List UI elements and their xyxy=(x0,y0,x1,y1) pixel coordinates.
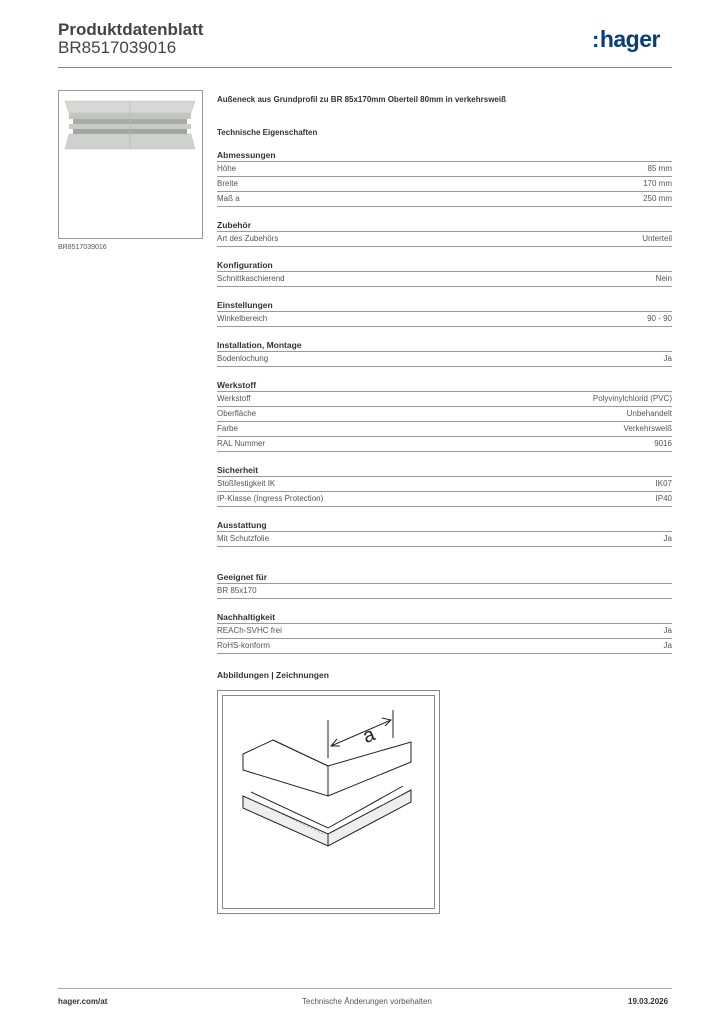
spec-value: Polyvinylchlorid (PVC) xyxy=(592,394,672,403)
footer-disclaimer: Technische Änderungen vorbehalten xyxy=(302,997,432,1006)
spec-section xyxy=(217,259,672,287)
spec-value: 90 - 90 xyxy=(647,314,672,323)
product-image xyxy=(58,90,203,239)
spec-label: Art des Zubehörs xyxy=(217,234,279,243)
section-title: Zubehör xyxy=(217,220,251,230)
spec-value: Unbehandelt xyxy=(626,409,672,418)
drawing-inner-frame xyxy=(222,695,435,909)
spec-label: Höhe xyxy=(217,164,237,173)
spec-label: Breite xyxy=(217,179,238,188)
footer-date: 19.03.2026 xyxy=(628,997,669,1006)
section-title: Sicherheit xyxy=(217,465,259,475)
section-rows xyxy=(217,583,672,599)
spec-label: RAL Nummer xyxy=(217,439,266,448)
spec-value: 250 mm xyxy=(643,194,672,203)
spec-label: RoHS-konform xyxy=(217,641,270,650)
spec-value: IK07 xyxy=(655,479,672,488)
drawings-heading: Abbildungen | Zeichnungen xyxy=(217,670,329,680)
spec-value: 170 mm xyxy=(643,179,672,188)
image-caption: BR8517039016 xyxy=(58,244,107,251)
spec-row xyxy=(217,191,672,207)
product-description: Außeneck aus Grundprofil zu BR 85x170mm Oberteil 80mm in verkehrsweiß xyxy=(217,95,506,104)
spec-row xyxy=(217,623,672,638)
spec-value: Ja xyxy=(663,534,672,543)
spec-section xyxy=(217,519,672,547)
spec-row xyxy=(217,421,672,436)
spec-row xyxy=(217,406,672,421)
technical-drawing xyxy=(223,696,434,908)
footer-divider xyxy=(58,988,672,989)
footer-website[interactable]: hager.com/at xyxy=(58,997,108,1006)
spec-label: Schnittkaschierend xyxy=(217,274,285,283)
section-title: Abmessungen xyxy=(217,150,276,160)
drawing-frame xyxy=(217,690,440,914)
section-rows xyxy=(217,391,672,452)
section-title: Werkstoff xyxy=(217,380,257,390)
spec-label: Bodenlochung xyxy=(217,354,269,363)
section-rows xyxy=(217,476,672,507)
spec-value: Nein xyxy=(655,274,672,283)
spec-row xyxy=(217,476,672,491)
spec-value: Ja xyxy=(663,354,672,363)
spec-value: Unterteil xyxy=(642,234,672,243)
spec-sections xyxy=(217,149,672,654)
spec-section xyxy=(217,464,672,507)
spec-label: IP-Klasse (Ingress Protection) xyxy=(217,494,324,503)
spec-row xyxy=(217,436,672,452)
spec-content xyxy=(217,95,672,654)
spec-label: Mit Schutzfolie xyxy=(217,534,270,543)
spec-section xyxy=(217,339,672,367)
header-product-code: BR8517039016 xyxy=(58,38,177,57)
product-photo xyxy=(59,91,202,238)
header-divider xyxy=(58,67,672,68)
spec-section xyxy=(217,379,672,452)
spec-section xyxy=(217,219,672,247)
spec-section xyxy=(217,149,672,207)
spec-section xyxy=(217,299,672,327)
section-rows xyxy=(217,623,672,654)
section-rows xyxy=(217,161,672,207)
spec-row xyxy=(217,271,672,287)
dimension-label-a: a xyxy=(359,723,379,749)
section-title: Nachhaltigkeit xyxy=(217,612,276,622)
section-title: Installation, Montage xyxy=(217,340,302,350)
spec-value: IP40 xyxy=(655,494,672,503)
spec-row xyxy=(217,638,672,654)
spec-row xyxy=(217,583,672,599)
section-rows xyxy=(217,271,672,287)
spec-row xyxy=(217,161,672,176)
section-title: Geeignet für xyxy=(217,572,268,582)
spec-label: BR 85x170 xyxy=(217,586,257,595)
section-rows xyxy=(217,231,672,247)
spec-row xyxy=(217,531,672,547)
spec-row xyxy=(217,351,672,367)
spec-row xyxy=(217,491,672,507)
section-title: Ausstattung xyxy=(217,520,267,530)
logo-dots: : xyxy=(592,27,599,52)
header-title: Produktdatenblatt xyxy=(58,20,204,39)
spec-label: Farbe xyxy=(217,424,238,433)
spec-value: 85 mm xyxy=(647,164,672,173)
spec-label: Winkelbereich xyxy=(217,314,268,323)
spec-section xyxy=(217,611,672,654)
section-rows xyxy=(217,351,672,367)
hager-logo[interactable] xyxy=(592,26,660,53)
spec-label: Maß a xyxy=(217,194,240,203)
section-rows xyxy=(217,531,672,547)
section-title: Einstellungen xyxy=(217,300,273,310)
spec-value: Verkehrsweiß xyxy=(623,424,672,433)
spec-value: 9016 xyxy=(654,439,672,448)
spec-row xyxy=(217,311,672,327)
spec-row xyxy=(217,391,672,406)
spec-label: REACh-SVHC frei xyxy=(217,626,282,635)
spec-label: Stoßfestigkeit IK xyxy=(217,479,276,488)
section-rows xyxy=(217,311,672,327)
spec-row xyxy=(217,231,672,247)
spec-section xyxy=(217,571,672,599)
spec-row xyxy=(217,176,672,191)
spec-value: Ja xyxy=(663,626,672,635)
spec-label: Oberfläche xyxy=(217,409,257,418)
section-title: Konfiguration xyxy=(217,260,273,270)
logo-text: hager xyxy=(599,26,660,52)
tech-properties-heading: Technische Eigenschaften xyxy=(217,128,318,137)
spec-value: Ja xyxy=(663,641,672,650)
spec-label: Werkstoff xyxy=(217,394,251,403)
